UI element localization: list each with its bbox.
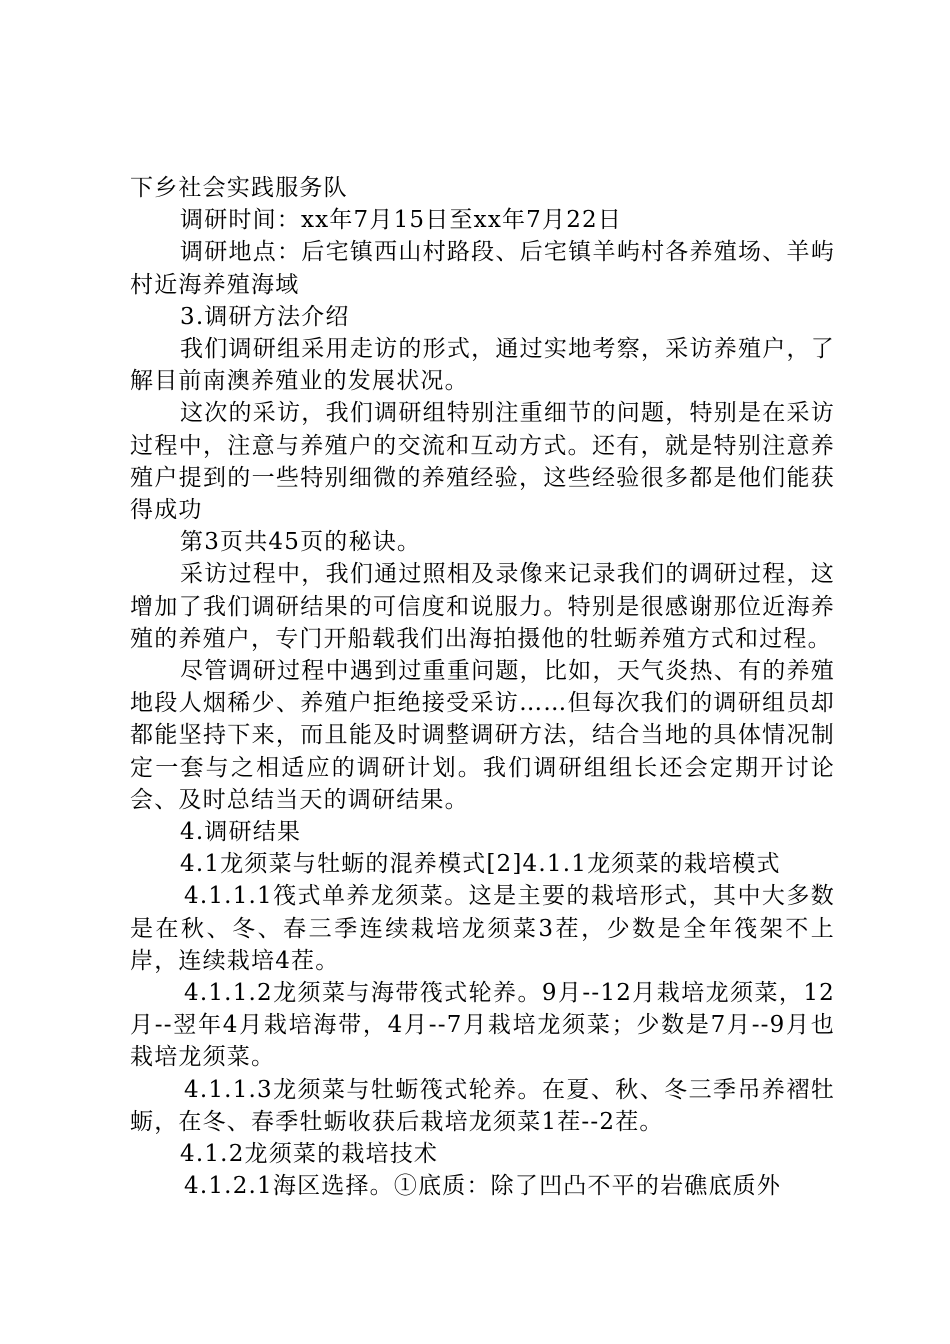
section-heading-4-1: 4.1龙须菜与牡蛎的混养模式[2]4.1.1龙须菜的栽培模式 <box>180 851 781 878</box>
section-heading-4-1-2: 4.1.2龙须菜的栽培技术 <box>180 1141 439 1168</box>
team-name: 下乡社会实践服务队 <box>130 175 348 201</box>
method-paragraph: 这次的采访，我们调研组特别注重细节的问题，特别是在采访过程中，注意与养殖户的交流和互动方式。还有，就是特别注意养殖户提到的一些特别细微的养殖经验，这些经验很多都是他们能获得成功 <box>130 400 835 524</box>
method-paragraph: 采访过程中，我们通过照相及录像来记录我们的调研过程，这增加了我们调研结果的可信度和说服力。特别是很感谢那位近海养殖的养殖户，专门开船载我们出海拍摄他的牡蛎养殖方式和过程。 <box>130 561 835 652</box>
method-paragraph: 我们调研组采用走访的形式，通过实地考察，采访养殖户，了解目前南澳养殖业的发展状况。 <box>130 336 835 395</box>
subsection-paragraph: 4.1.1.1筏式单养龙须菜。这是主要的栽培形式，其中大多数是在秋、冬、春三季连续栽培龙须菜3茬，少数是全年筏架不上岸，连续栽培4茬。 <box>130 883 835 974</box>
survey-time: 调研时间：xx年7月15日至xx年7月22日 <box>180 207 623 234</box>
method-paragraph: 尽管调研过程中遇到过重重问题，比如，天气炎热、有的养殖地段人烟稀少、养殖户拒绝接受采访……但每次我们的调研组员却都能坚持下来，而且能及时调整调研方法，结合当地的具体情况制定一套与之相适应的调研计划。我们调研组组长还会定期开讨论会、及时总结当天的调研结果。 <box>130 658 835 813</box>
subsection-paragraph: 4.1.1.3龙须菜与牡蛎筏式轮养。在夏、秋、冬三季吊养褶牡蛎，在冬、春季牡蛎收获后栽培龙须菜1茬--2茬。 <box>130 1076 835 1135</box>
subsection-paragraph: 4.1.1.2龙须菜与海带筏式轮养。9月--12月栽培龙须菜，12月--翌年4月栽培海带，4月--7月栽培龙须菜；少数是7月--9月也栽培龙须菜。 <box>130 980 835 1071</box>
document-body <box>130 172 835 1203</box>
section-heading-4: 4.调研结果 <box>180 819 302 846</box>
section-heading-3: 3.调研方法介绍 <box>180 303 350 330</box>
subsection-paragraph: 4.1.2.1海区选择。①底质：除了凹凸不平的岩礁底质外 <box>184 1173 782 1200</box>
survey-location: 调研地点：后宅镇西山村路段、后宅镇羊屿村各养殖场、羊屿村近海养殖海域 <box>130 239 835 298</box>
page-marker-text: 第3页共45页的秘诀。 <box>180 529 422 556</box>
